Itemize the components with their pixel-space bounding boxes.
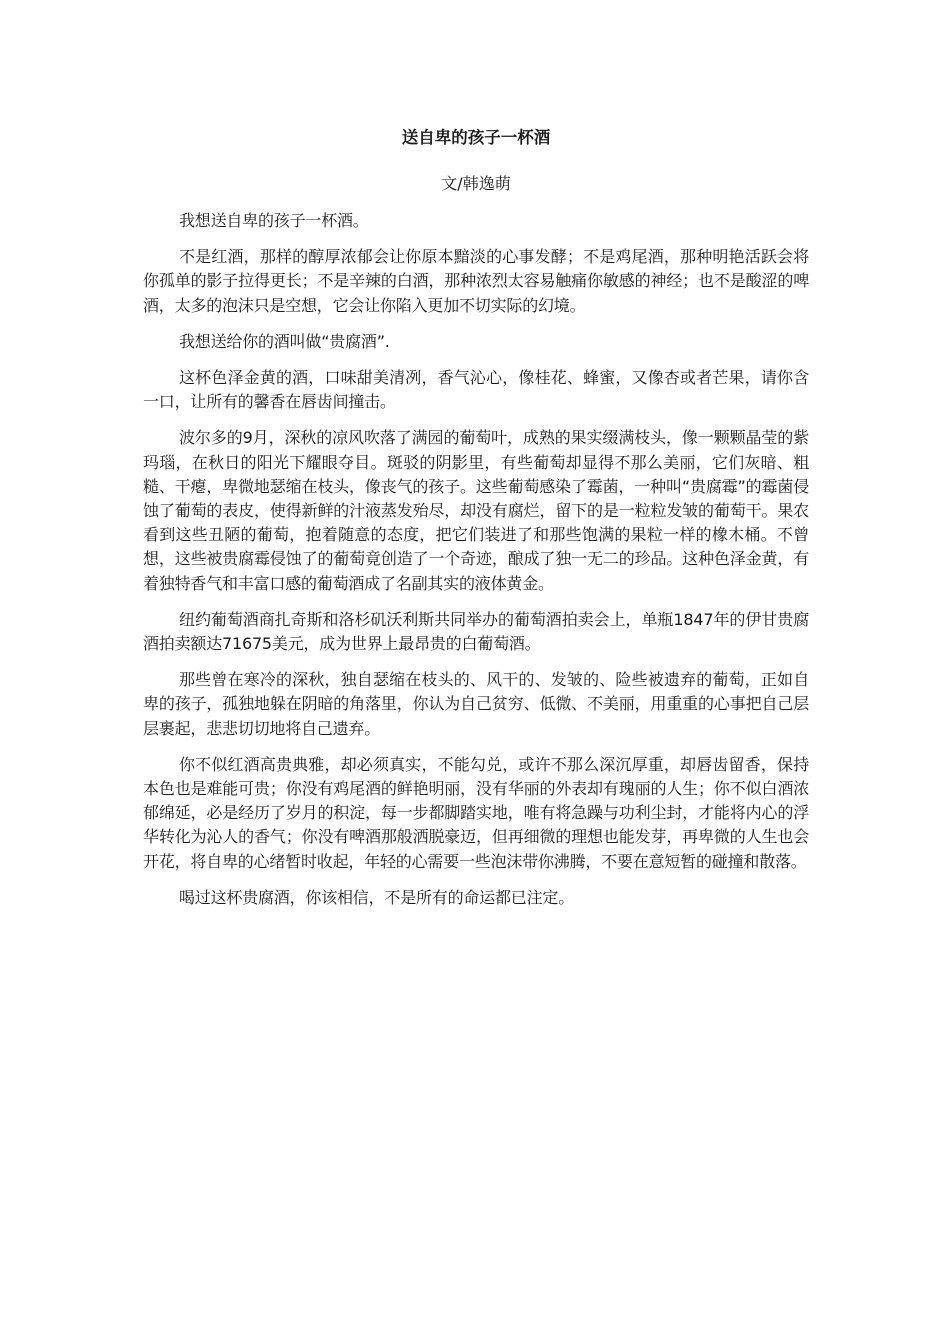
document-page xyxy=(143,126,809,910)
paragraph: 不是红酒，那样的醇厚浓郁会让你原本黯淡的心事发酵；不是鸡尾酒，那种明艳活跃会将你孤单的影子拉得更长；不是辛辣的白酒，那种浓烈太容易触痛你敏感的神经；也不是酸涩的啤酒，太多的泡沫只是空想，它会让你陷入更加不切实际的幻境。 xyxy=(143,247,809,315)
paragraph: 你不似红酒高贵典雅，却必须真实，不能勾兑，或许不那么深沉厚重，却唇齿留香，保持本色也是难能可贵；你没有鸡尾酒的鲜艳明丽，没有华丽的外表却有瑰丽的人生；你不似白酒浓郁绵延，必是经历了岁月的积淀，每一步都脚踏实地，唯有将急躁与功利尘封，才能将内心的浮华转化为沁人的香气；你没有啤酒那般洒脱豪迈，但再细微的理想也能发芽，再卑微的人生也会开花，将自卑的心绪暂时收起，年轻的心需要一些泡沫带你沸腾，不要在意短暂的碰撞和散落。 xyxy=(143,754,809,871)
paragraph: 那些曾在寒冷的深秋，独自瑟缩在枝头的、风干的、发皱的、险些被遗弃的葡萄，正如自卑的孩子，孤独地躲在阴暗的角落里，你认为自己贫穷、低微、不美丽，用重重的心事把自己层层裹起，悲悲切切地将自己遗弃。 xyxy=(143,670,809,738)
author-line: 文/韩逸萌 xyxy=(441,174,511,193)
paragraph: 纽约葡萄酒商扎奇斯和洛杉矶沃利斯共同举办的葡萄酒拍卖会上，单瓶1847年的伊甘贵腐酒拍卖额达71675美元，成为世界上最昂贵的白葡萄酒。 xyxy=(143,609,809,654)
paragraph: 波尔多的9月，深秋的凉风吹落了满园的葡萄叶，成熟的果实缀满枝头，像一颗颗晶莹的紫玛瑙，在秋日的阳光下耀眼夺目。斑驳的阴影里，有些葡萄却显得不那么美丽，它们灰暗、粗糙、干瘪，卑微地瑟缩在枝头，像丧气的孩子。这些葡萄感染了霉菌，一种叫“贵腐霉”的霉菌侵蚀了葡萄的表皮，使得新鲜的汁液蒸发殆尽，却没有腐烂，留下的是一粒粒发皱的葡萄干。果农看到这些丑陋的葡萄，抱着随意的态度，把它们装进了和那些饱满的果粒一样的橡木桶。不曾想，这些被贵腐霉侵蚀了的葡萄竟创造了一个奇迹，酿成了独一无二的珍品。这种色泽金黄，有着独特香气和丰富口感的葡萄酒成了名副其实的液体黄金。 xyxy=(143,428,809,593)
paragraph: 我想送自卑的孩子一杯酒。 xyxy=(179,211,369,230)
paragraph: 喝过这杯贵腐酒，你该相信，不是所有的命运都已注定。 xyxy=(179,887,575,907)
paragraph: 我想送给你的酒叫做“贵腐酒”. xyxy=(179,331,390,351)
paragraph: 这杯色泽金黄的酒，口味甜美清冽，香气沁心，像桂花、蜂蜜，又像杏或者芒果，请你含一口，让所有的馨香在唇齿间撞击。 xyxy=(143,368,809,412)
document-title: 送自卑的孩子一杯酒 xyxy=(401,128,551,147)
